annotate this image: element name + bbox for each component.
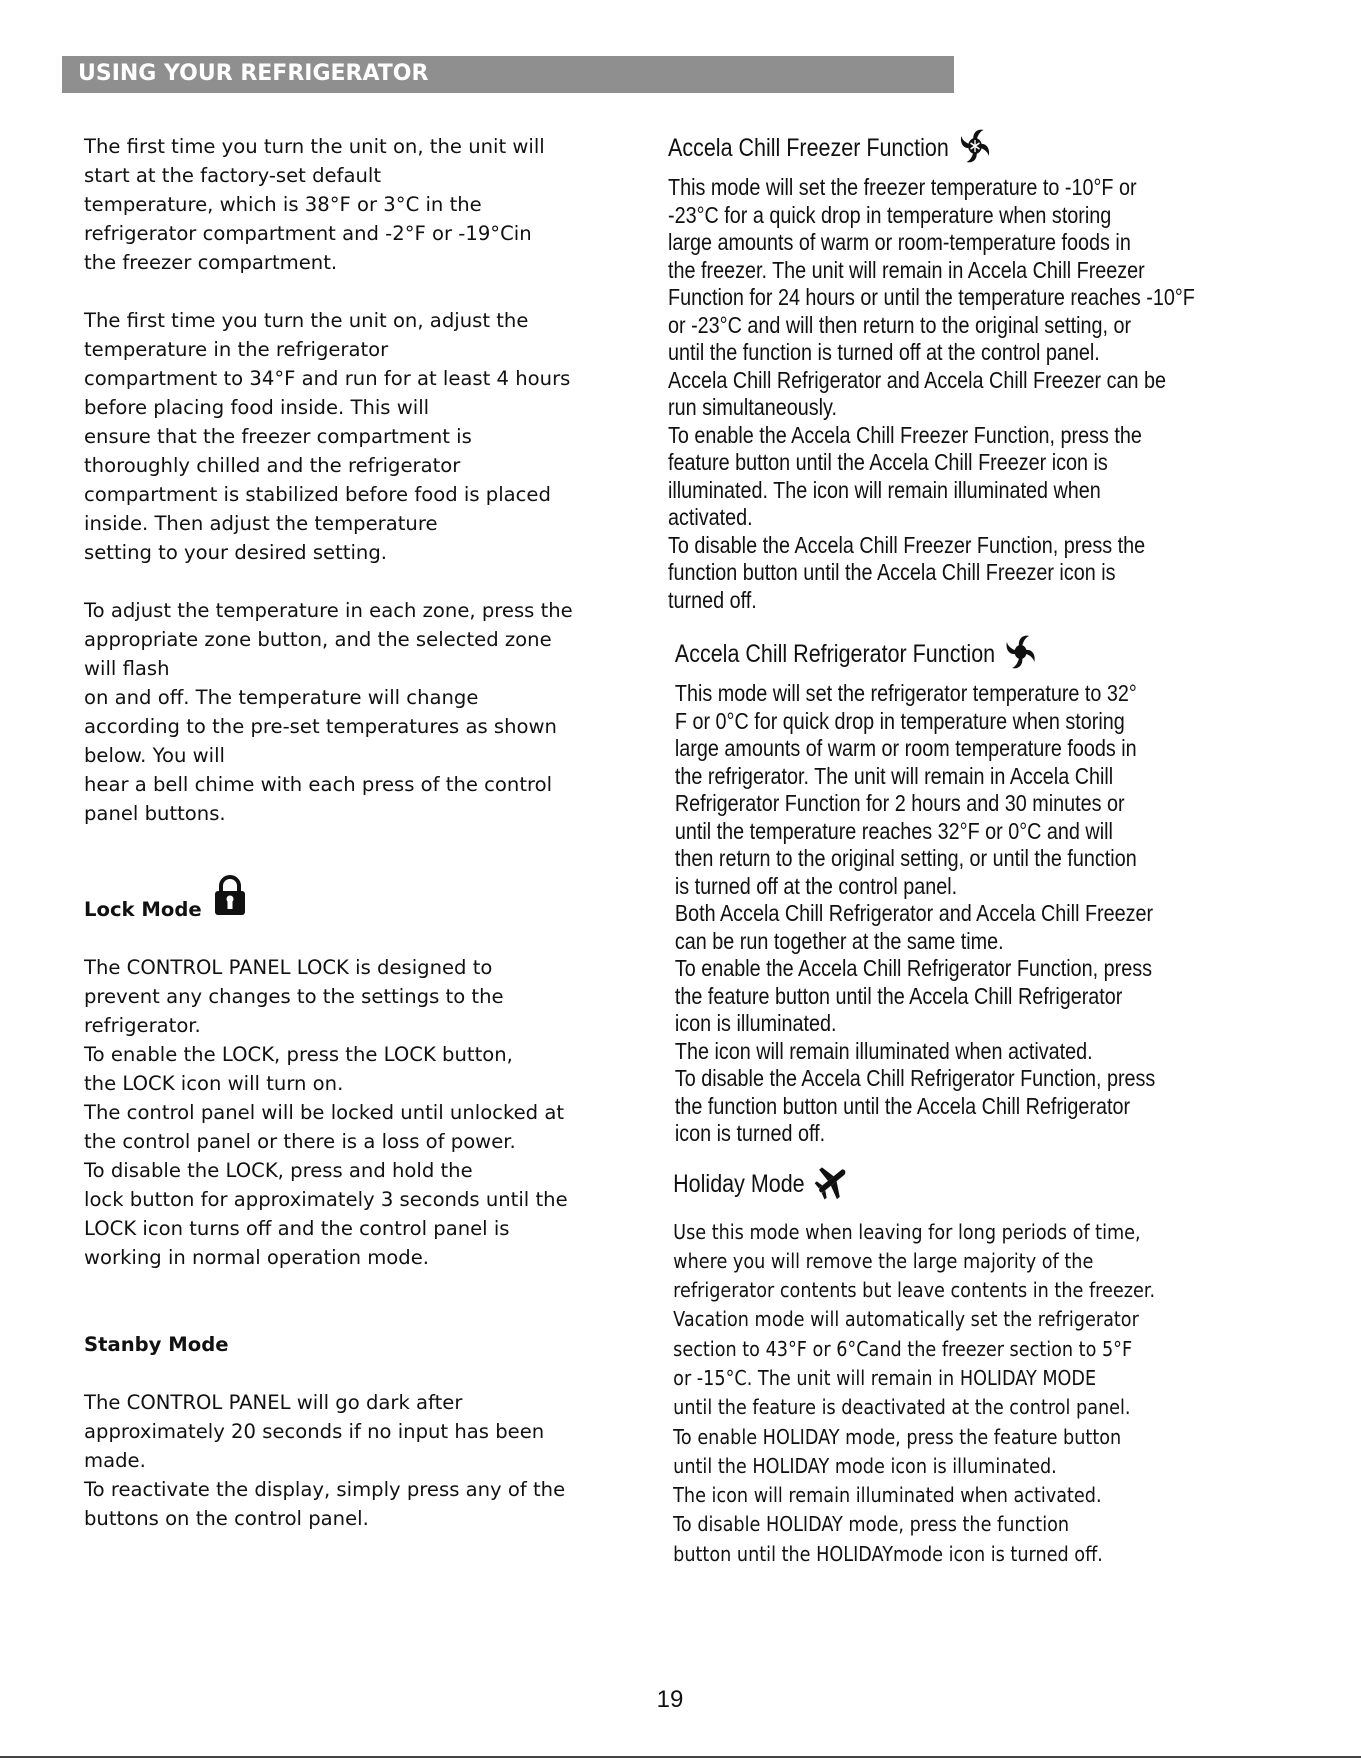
text-line: setting to your desired setting. [84,541,387,564]
text-line: Refrigerator Function for 2 hours and 30 minutes or [674,790,1125,816]
text-line: -23°C for a quick drop in temperature when storing [668,201,1112,228]
text-line: refrigerator compartment and -2°F or -19°Cin [84,222,532,245]
text-line: feature button until the Accela Chill Freezer icon is [668,449,1108,475]
text-line: according to the pre-set temperatures as shown [84,715,557,738]
text-line: lock button for approximately 3 seconds until the [84,1188,568,1211]
airplane-icon [813,1161,851,1208]
text-line: compartment is stabilized before food is placed [84,483,551,506]
text-line: The first time you turn the unit on, the unit will [84,135,545,158]
text-line: prevent any changes to the settings to the [84,985,504,1008]
text-line: working in normal operation mode. [84,1246,430,1269]
text-line: To disable the LOCK, press and hold the [84,1159,473,1182]
text-line: Function for 24 hours or until the temperature reaches -10°F [668,284,1195,310]
text-line: function button until the Accela Chill Freezer icon is [668,559,1116,585]
freezer-function-heading [668,130,1218,168]
section-header-bar [62,56,954,93]
text-line: To adjust the temperature in each zone, press the [84,599,573,622]
text-line: will flash [84,657,170,680]
section-title: USING YOUR REFRIGERATOR [78,61,429,86]
freezer-enable-instructions [668,422,1218,615]
text-line: made. [84,1449,146,1472]
text-line: The control panel will be locked until unlocked at [84,1101,565,1124]
text-line: then return to the original setting, or until the function [674,845,1137,871]
lock-paragraph [84,953,654,1272]
text-line: To disable HOLIDAY mode, press the function [673,1512,1070,1537]
text-line: icon is turned off. [674,1120,826,1146]
text-line: where you will remove the large majority of the [673,1248,1094,1273]
text-line: start at the factory-set default [84,164,382,187]
text-line: To enable the LOCK, press the LOCK button, [84,1043,513,1066]
holiday-mode-title: Holiday Mode [673,1169,805,1198]
text-line: Accela Chill Refrigerator and Accela Chill Freezer can be [668,366,1167,393]
text-line: panel buttons. [84,802,226,825]
text-line: until the function is turned off at the control panel. [668,339,1100,365]
text-line: To enable the Accela Chill Refrigerator Function, press [674,955,1153,981]
text-line: refrigerator. [84,1014,201,1037]
text-line: To disable the Accela Chill Refrigerator Function, press [674,1065,1156,1091]
text-line: refrigerator contents but leave contents in the freezer. [673,1278,1156,1303]
page-number: 19 [656,1686,684,1713]
text-line: hear a bell chime with each press of the control [84,773,553,796]
text-line: button until the HOLIDAYmode icon is turned off. [673,1541,1103,1566]
text-line: The icon will remain illuminated when activated. [674,1037,1093,1064]
refrigerator-function-title: Accela Chill Refrigerator Function [674,640,996,669]
text-line: until the feature is deactivated at the control panel. [673,1395,1131,1420]
standby-paragraph [84,1388,654,1533]
text-line: F or 0°C for quick drop in temperature when storing [674,707,1125,734]
text-line: The CONTROL PANEL will go dark after [84,1391,463,1414]
text-line: This mode will set the refrigerator temperature to 32° [674,680,1137,706]
standby-mode-title: Stanby Mode [84,1333,229,1356]
text-line: the refrigerator. The unit will remain in Accela Chill [674,762,1114,789]
text-line: is turned off at the control panel. [674,872,958,899]
refrigerator-description [675,680,1219,1148]
text-line: the feature button until the Accela Chill Refrigerator [674,982,1123,1009]
text-line: on and off. The temperature will change [84,686,479,709]
text-line: until the temperature reaches 32°F or 0°C and will [674,817,1113,844]
bottom-divider [0,1756,1361,1758]
text-line: before placing food inside. This will [84,396,430,419]
text-line: buttons on the control panel. [84,1507,369,1530]
text-line: temperature, which is 38°F or 3°C in the [84,193,482,216]
text-line: until the HOLIDAY mode icon is illuminated. [673,1453,1057,1478]
text-line: large amounts of warm or room temperature foods in [674,735,1137,761]
text-line: below. You will [84,744,225,767]
standby-mode-heading [84,1330,654,1359]
text-line: Both Accela Chill Refrigerator and Accela Chill Freezer [674,900,1154,926]
text-line: Use this mode when leaving for long periods of time, [673,1219,1141,1244]
text-line: To enable the Accela Chill Freezer Function, press the [668,421,1142,448]
text-line: can be run together at the same time. [674,927,1004,954]
right-column [668,130,1218,1569]
text-line: turned off. [668,586,757,613]
text-line: section to 43°F or 6°Cand the freezer section to 5°F [673,1336,1133,1361]
text-line: the freezer. The unit will remain in Accela Chill Freezer [668,256,1145,283]
text-line: compartment to 34°F and run for at least 4 hours [84,367,571,390]
text-line: illuminated. The icon will remain illuminated when [668,476,1101,503]
text-line: appropriate zone button, and the selected zone [84,628,552,651]
text-line: large amounts of warm or room-temperature foods in [668,229,1131,255]
text-line: temperature in the refrigerator [84,338,389,361]
zone-paragraph [84,596,654,828]
fan-icon [1004,632,1038,679]
text-line: The icon will remain illuminated when activated. [673,1483,1102,1508]
text-line: inside. Then adjust the temperature [84,512,438,535]
intro-paragraph [84,132,654,277]
freezer-function-title: Accela Chill Freezer Function [668,134,949,163]
text-line: the control panel or there is a loss of power. [84,1130,516,1153]
text-line: To enable HOLIDAY mode, press the feature button [673,1424,1122,1449]
text-line: activated. [668,504,753,530]
text-line: thoroughly chilled and the refrigerator [84,454,461,477]
text-line: The CONTROL PANEL LOCK is designed to [84,956,493,979]
text-line: or -15°C. The unit will remain in HOLIDAY MODE [673,1365,1097,1390]
text-line: To reactivate the display, simply press any of the [84,1478,566,1501]
lock-mode-title: Lock Mode [84,898,202,921]
text-line: the function button until the Accela Chill Refrigerator [674,1092,1131,1119]
text-line: or -23°C and will then return to the original setting, or [668,311,1132,338]
text-line: Vacation mode will automatically set the refrigerator [673,1307,1139,1332]
text-line: the LOCK icon will turn on. [84,1072,344,1095]
text-line: icon is illuminated. [674,1010,837,1036]
holiday-description [673,1218,1218,1570]
snowflake-fan-icon [957,126,991,173]
adjust-paragraph [84,306,654,567]
lock-mode-heading [84,886,654,924]
freezer-description [668,174,1218,422]
text-line: the freezer compartment. [84,251,338,274]
text-line: ensure that the freezer compartment is [84,425,472,448]
text-line: approximately 20 seconds if no input has been [84,1420,545,1443]
refrigerator-function-heading [675,636,1219,674]
holiday-mode-heading [673,1166,1218,1204]
text-line: LOCK icon turns off and the control panel is [84,1217,510,1240]
text-line: To disable the Accela Chill Freezer Function, press the [668,531,1146,558]
left-column [84,132,654,1562]
text-line: The first time you turn the unit on, adjust the [84,309,529,332]
lock-icon [212,874,248,924]
text-line: run simultaneously. [668,394,837,420]
text-line: This mode will set the freezer temperature to -10°F or [668,174,1137,200]
